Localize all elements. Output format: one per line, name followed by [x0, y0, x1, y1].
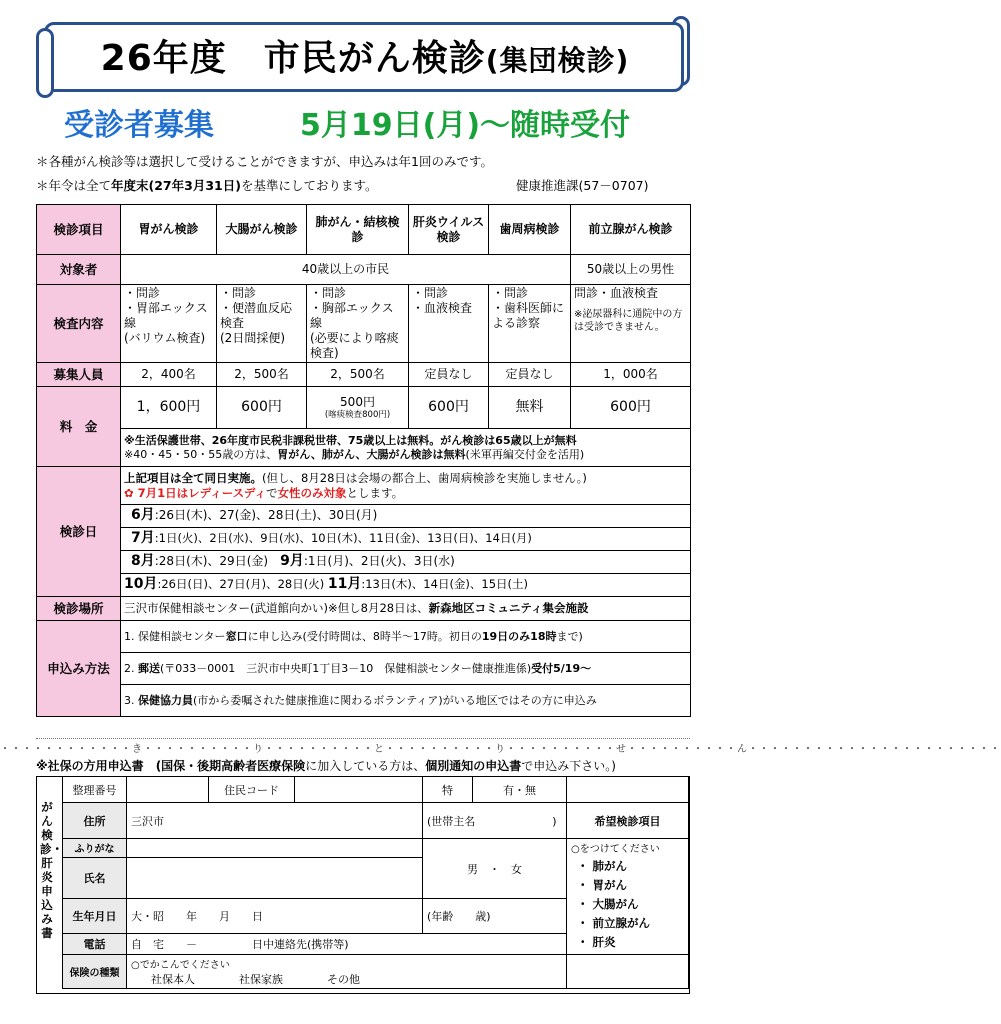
label-apply: 申込み方法	[37, 621, 121, 717]
birth-field[interactable]: 大・昭 年 月 日	[127, 899, 423, 934]
table-row	[37, 653, 691, 685]
fee-notes: ※生活保護世帯、26年度市民税非課税世帯、75歳以上は無料。がん検診は65歳以上が無料 ※40・45・50・55歳の方は、胃がん、肺がん、大腸がん検診は無料(米軍再編交付金を活用)	[121, 429, 691, 467]
apply-method-3: 3. 保健協力員(市から委嘱された健康推進に関わるボランティア)がいる地区ではその方に申込み	[121, 685, 691, 717]
dates-aug-sep: 8月:28日(木)、29日(金) 9月:1日(月)、2日(火)、3日(水)	[121, 551, 691, 574]
toku-label: 特	[423, 777, 473, 803]
table-row	[37, 505, 691, 528]
table-row	[37, 363, 691, 387]
hope-item-colon[interactable]: ・ 大腸がん	[577, 897, 639, 911]
col-colon: 大腸がん検診	[217, 205, 307, 255]
table-row	[37, 255, 691, 285]
contact-info: 健康推進課(57－0707)	[516, 178, 649, 193]
content-lung: ・問診 ・胸部エックス線 (必要により喀痰検査)	[307, 285, 409, 363]
banner-scroll-roll-left	[36, 28, 54, 98]
setai-field[interactable]: (世帯主名 )	[423, 803, 567, 839]
col-liver: 肝炎ウイルス検診	[409, 205, 489, 255]
label-target: 対象者	[37, 255, 121, 285]
label-fee: 料 金	[37, 387, 121, 467]
circle-instruction: ○をつけてください	[571, 844, 660, 855]
label-day: 検診日	[37, 467, 121, 597]
furigana-field[interactable]	[127, 839, 423, 858]
table-row	[37, 528, 691, 551]
screening-table	[36, 204, 691, 717]
social-insurance-note: ※社保の方用申込書 (国保・後期高齢者医療保険に加入している方は、個別通知の申込書で申込み下さい。)	[36, 759, 616, 773]
content-colon: ・問診 ・便潜血反応検査 (2日間採便)	[217, 285, 307, 363]
table-row	[37, 551, 691, 574]
jumin-field[interactable]	[295, 777, 423, 803]
col-perio: 歯周病検診	[489, 205, 571, 255]
age-field[interactable]: (年齢 歳)	[423, 899, 567, 934]
place-text: 三沢市保健相談センター(武道館向かい)※但し8月28日は、新森地区コミュニティ集会施設	[121, 597, 691, 621]
name-field[interactable]	[127, 857, 423, 898]
cut-line	[36, 738, 690, 739]
apply-method-1: 1. 保健相談センター窓口に申し込み(受付時間は、8時半～17時。初日の19日のみ18時まで)	[121, 621, 691, 653]
blank-cell	[567, 777, 689, 803]
label-capacity: 募集人員	[37, 363, 121, 387]
fee-stomach: 1，600円	[121, 387, 217, 429]
label-item: 検診項目	[37, 205, 121, 255]
content-prostate: 問診・血液検査 ※泌尿器科に通院中の方は受診できません。	[571, 285, 691, 363]
form-vertical-title: がん検診・肝炎申込み書	[40, 800, 63, 941]
jumin-label: 住民コード	[209, 777, 295, 803]
fee-colon: 600円	[217, 387, 307, 429]
table-row	[63, 839, 689, 858]
hope-label: 希望検診項目	[567, 803, 689, 839]
hope-item-liver[interactable]: ・ 肝炎	[577, 935, 616, 949]
capacity-prostate: 1，000名	[571, 363, 691, 387]
col-prostate: 前立腺がん検診	[571, 205, 691, 255]
col-stomach: 胃がん検診	[121, 205, 217, 255]
fee-prostate: 600円	[571, 387, 691, 429]
phone-label: 電話	[63, 934, 127, 955]
hope-item-stomach[interactable]: ・ 胃がん	[577, 878, 628, 892]
content-liver: ・問診 ・血液検査	[409, 285, 489, 363]
fee-lung: 500円 (喀痰検査800円)	[307, 387, 409, 429]
cut-label: ・・・・・・・・・・・・き・・・・・・・・・・り・・・・・・・・・・と・・・・・・・・・・り・・・・・・・・・・せ・・・・・・・・・・ん・・・・・・・・・・・・・・・・・・・・・・・	[0, 744, 1001, 755]
hope-item-prostate[interactable]: ・ 前立腺がん	[577, 916, 651, 930]
table-row	[37, 574, 691, 597]
insurance-label: 保険の種類	[63, 955, 127, 989]
table-row	[37, 467, 691, 505]
target-prostate: 50歳以上の男性	[571, 255, 691, 285]
table-row	[37, 387, 691, 429]
birth-label: 生年月日	[63, 899, 127, 934]
capacity-lung: 2，500名	[307, 363, 409, 387]
hope-items	[567, 839, 689, 955]
furigana-label: ふりがな	[63, 839, 127, 858]
table-row	[37, 685, 691, 717]
address-field[interactable]: 三沢市	[127, 803, 423, 839]
table-row	[37, 429, 691, 467]
label-place: 検診場所	[37, 597, 121, 621]
insurance-field[interactable]: ○でかこんでください 社保本人 社保家族 その他	[127, 955, 567, 989]
address-label: 住所	[63, 803, 127, 839]
sex-field[interactable]: 男 ・ 女	[423, 839, 567, 899]
table-row	[37, 597, 691, 621]
note-line-1: ＊各種がん検診等は選択して受けることができますが、申込みは年1回のみです。	[36, 154, 493, 169]
blank-cell	[567, 955, 689, 989]
capacity-colon: 2，500名	[217, 363, 307, 387]
apply-method-2: 2. 郵送(〒033－0001 三沢市中央町1丁目3－10 保健相談センター健康推進係)受付5/19～	[121, 653, 691, 685]
dates-july: 7月:1日(火)、2日(水)、9日(水)、10日(木)、11日(金)、13日(日)、14日(月)	[121, 528, 691, 551]
reception-date: 5月19日(月)～随時受付	[300, 108, 631, 143]
capacity-liver: 定員なし	[409, 363, 489, 387]
note-line-2: ＊年令は全て年度末(27年3月31日)を基準にしております。	[36, 178, 378, 193]
hope-item-lung[interactable]: ・ 肺がん	[577, 859, 628, 873]
dates-oct-nov: 10月:26日(日)、27日(月)、28日(火) 11月:13日(木)、14日(金)、15日(土)	[121, 574, 691, 597]
table-row	[63, 955, 689, 989]
name-label: 氏名	[63, 857, 127, 898]
table-row	[37, 621, 691, 653]
application-form	[62, 776, 689, 989]
dates-june: 6月:26日(木)、27(金)、28日(土)、30日(月)	[121, 505, 691, 528]
target-common: 40歳以上の市民	[121, 255, 571, 285]
fee-perio: 無料	[489, 387, 571, 429]
table-row	[37, 285, 691, 363]
table-row	[63, 803, 689, 839]
fee-liver: 600円	[409, 387, 489, 429]
content-stomach: ・問診 ・胃部エックス線 (バリウム検査)	[121, 285, 217, 363]
col-lung: 肺がん・結核検診	[307, 205, 409, 255]
seiri-label: 整理番号	[63, 777, 127, 803]
capacity-stomach: 2，400名	[121, 363, 217, 387]
day-notes: 上記項目は全て同日実施。(但し、8月28日は会場の都合上、歯周病検診を実施しません。) ✿ 7月1日はレディースディで女性のみ対象とします。	[121, 467, 691, 505]
umu-field[interactable]: 有・無	[473, 777, 567, 803]
page-title: 26年度 市民がん検診(集団検診)	[100, 38, 630, 79]
recruit-heading: 受診者募集	[64, 108, 214, 143]
content-perio: ・問診 ・歯科医師による診察	[489, 285, 571, 363]
table-row	[37, 205, 691, 255]
phone-field[interactable]: 自 宅 － 日中連絡先(携帯等)	[127, 934, 567, 955]
capacity-perio: 定員なし	[489, 363, 571, 387]
label-content: 検査内容	[37, 285, 121, 363]
seiri-field[interactable]	[127, 777, 209, 803]
table-row	[63, 777, 689, 803]
